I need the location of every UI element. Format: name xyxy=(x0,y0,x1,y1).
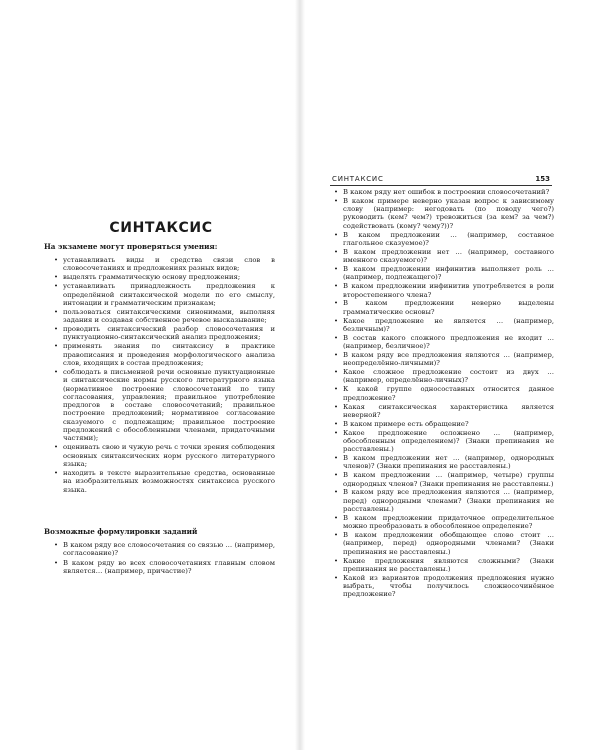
list-item: • В каком предложении инфинитив выполняет роль … (например, подлежащего)? xyxy=(332,265,554,282)
list-item: • устанавливать принадлежность предложения к определённой синтаксической модели по его смыслу, интонации и грамматическим признакам; xyxy=(52,282,275,307)
list-item: • Какая синтаксическая характеристика является неверной? xyxy=(332,403,554,420)
list-item: • В каком предложении … (например, составное глагольное сказуемое)? xyxy=(332,231,554,248)
list-item: • проводить синтаксический разбор словосочетания и пунктуационно-синтаксический анализ предложения; xyxy=(52,325,275,342)
list-item: • В состав какого сложного предложения не входит … (например, безличное)? xyxy=(332,334,554,351)
list-item: • В каком предложении придаточное определительное можно преобразовать в обособленное определение? xyxy=(332,514,554,531)
skills-list xyxy=(52,256,275,495)
list-item: • В каком примере неверно указан вопрос к зависимому слову (например: негодовать (по поводу чего?) руководить (кем? чем?) тревожиться (за кем? за чем?) содействовать (кому? чему?))? xyxy=(332,197,554,230)
list-item: • находить в тексте выразительные средства, основанные на изобразительных возможностях синтаксиса русского языка. xyxy=(52,469,275,494)
page-number: 153 xyxy=(535,175,550,183)
list-item: • В каком ряду во всех словосочетаниях главным словом является… (например, причастие)? xyxy=(52,559,275,576)
list-item: • В каком предложении нет … (например, однородных членов)? (Знаки препинания не расставлены.) xyxy=(332,454,554,471)
list-item: • В каком ряду все предложения являются … (например, неопределённо-личными)? xyxy=(332,351,554,368)
list-item: • К какой группе односоставных относится данное предложение? xyxy=(332,385,554,402)
list-item: • В каком примере есть обращение? xyxy=(332,420,554,428)
list-item: • Какое предложение не является … (например, безличным)? xyxy=(332,317,554,334)
list-item: • Какое предложение осложнено … (например, обособленным определением)? (Знаки препинания не расставлены.) xyxy=(332,429,554,454)
list-item: • В каком предложении обобщающее слово стоит … (например, перед) однородными членами? (Знаки препинания не расставлены.) xyxy=(332,531,554,556)
right-page xyxy=(300,0,600,750)
list-item: • выделять грамматическую основу предложения; xyxy=(52,273,275,281)
list-item: • В каком предложении нет … (например, составного именного сказуемого)? xyxy=(332,248,554,265)
list-item: • применять знания по синтаксису в практике правописания и проведения морфологического анализа слов, входящих в состав предложения; xyxy=(52,342,275,367)
section-title: СИНТАКСИС xyxy=(109,220,213,236)
list-item: • В каком предложении неверно выделены грамматические основы? xyxy=(332,299,554,316)
list-item: • В каком ряду нет ошибок в построении словосочетаний? xyxy=(332,188,554,196)
list-item: • В каком ряду все словосочетания со связью … (например, согласование)? xyxy=(52,541,275,558)
list-item: • оценивать свою и чужую речь с точки зрения соблюдения основных синтаксических норм русского литературного языка; xyxy=(52,443,275,468)
list-item: • В каком предложении … (например, четыре) группы однородных членов? (Знаки препинания не расставлены.) xyxy=(332,471,554,488)
running-head-title: СИНТАКСИС xyxy=(332,175,384,183)
list-item: • пользоваться синтаксическими синонимами, выполняя задания и создавая собственное речевое высказывание; xyxy=(52,308,275,325)
list-item: • Какое сложное предложение состоит из двух … (например, определённо-личных)? xyxy=(332,368,554,385)
list-item: • соблюдать в письменной речи основные пунктуационные и синтаксические нормы русского литературного языка (нормативное построение словосочетаний по типу согласования, управления; правильное употребление предлогов в составе словосочетаний; правильное построение предложений; нормативное согласование сказуемого с подлежащим; правильное построение предложений с обособленными членами, придаточными частями); xyxy=(52,368,275,443)
list-item: • В каком предложении инфинитив употребляется в роли второстепенного члена? xyxy=(332,282,554,299)
running-head xyxy=(330,174,552,186)
list-item: • Какой из вариантов продолжения предложения нужно выбрать, чтобы получилось сложносочинённое предложение? xyxy=(332,574,554,599)
tasks-list-left xyxy=(52,541,275,576)
skills-heading: На экзамене могут проверяться умения: xyxy=(44,242,218,251)
list-item: • Какие предложения являются сложными? (Знаки препинания не расставлены.) xyxy=(332,557,554,574)
list-item: • В каком ряду все предложения являются … (например, перед) однородными членами? (Знаки препинания не расставлены.) xyxy=(332,488,554,513)
tasks-heading: Возможные формулировки заданий xyxy=(44,527,198,536)
list-item: • устанавливать виды и средства связи слов в словосочетаниях и предложениях разных видов; xyxy=(52,256,275,273)
tasks-list-right xyxy=(332,188,554,599)
